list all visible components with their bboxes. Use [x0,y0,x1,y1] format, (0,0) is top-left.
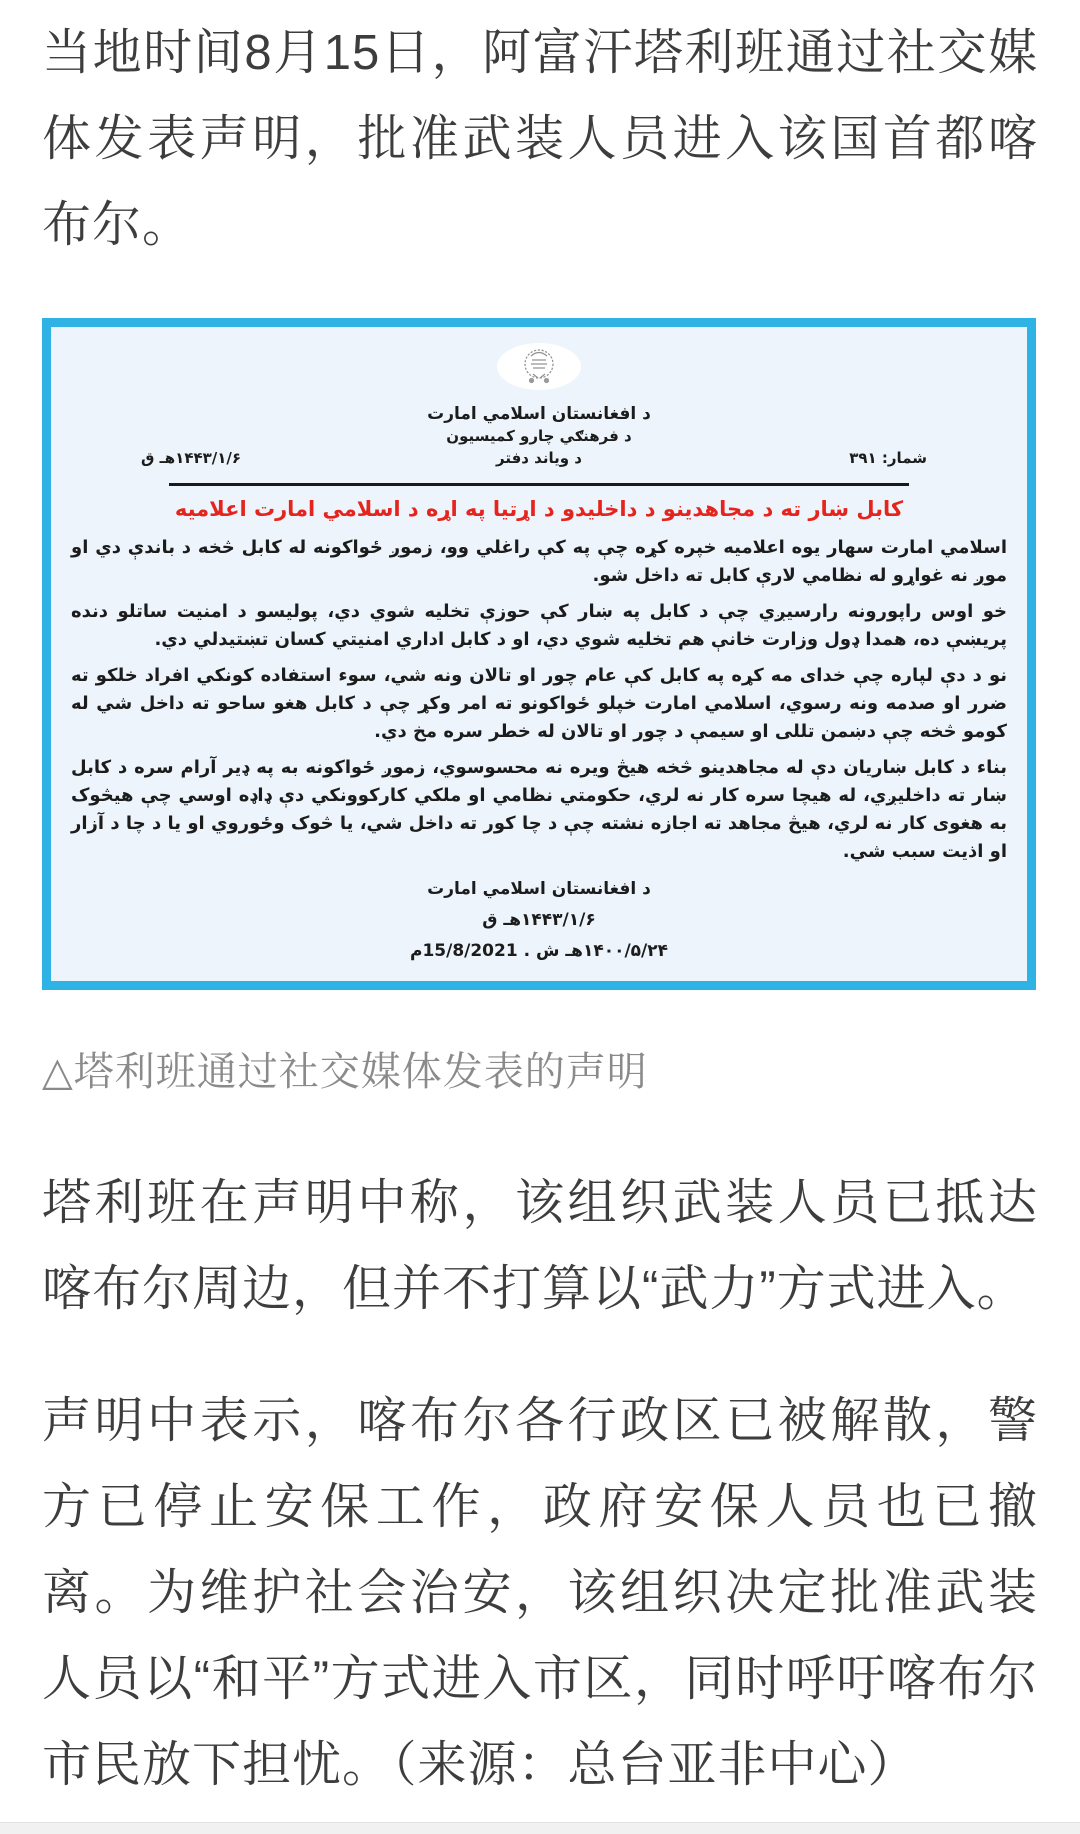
statement-title: کابل ښار ته د مجاهدینو د داخلیدو د اړتیا په اړه د اسلامي امارت اعلامیه [174,497,904,521]
statement-paragraph: بناء د کابل ښاریان دې له مجاهدینو څخه هیڅ ویره نه محسوسوي، زموږ ځواکونه به په ډیر آرام سره د کابل ښار ته داخلیږي، له هیچا سره کار نه لري، حکومتي نظامي او ملکي کارکوونکي دې ډاډه اوسي چې هیڅوک به هغوی کار نه لري، هیڅ مجاهد ته اجازه نشته چې د چا کور ته داخل شي، یا څوک وځوروي او یا د چا د آزار او اذیت سبب شي. [71,757,1007,862]
statement-date-hijri: ۱۴۴۳/۱/۶هـ ق [482,910,596,930]
statement-paragraph: اسلامي امارت سهار يوه اعلاميه خپره کړه چې په کې راغلي وو، زموږ ځواکونه له کابل څخه د باندې دي او موږ نه غواړو له نظامي لارې کابل ته داخل شو. [71,537,1007,586]
emblem-container [71,343,1007,390]
statement-document [42,318,1036,990]
statement-signature-block [71,874,1007,967]
emirate-seal-icon [497,343,581,390]
statement-signature: د افغانستان اسلامي امارت [427,879,651,899]
article-paragraph: 当地时间8月15日，阿富汗塔利班通过社交媒体发表声明，批准武装人员进入该国首都喀布尔。 [42,26,1038,252]
statement-org-line: د فرهنګي چارو کمیسیون [446,427,632,445]
section-divider [0,1822,1080,1834]
article-paragraph: 塔利班在声明中称，该组织武装人员已抵达喀布尔周边，但并不打算以“武力”方式进入。 [42,1176,1038,1316]
article-paragraph: 声明中表示，喀布尔各行政区已被解散，警方已停止安保工作，政府安保人员也已撤离。为维护社会治安，该组织决定批准武装人员以“和平”方式进入市区，同时呼吁喀布尔市民放下担忧。（来源：总台亚非中心） [42,1394,1038,1792]
statement-paragraph: نو د دې لپاره چې خدای مه کړه په کابل کې عام چور او تالان ونه شي، سوء استفاده کونکي افراد خلکو ته ضرر او صدمه ونه رسوي، اسلامي امارت خپلو ځواکونو ته امر وکړ چې د کابل هغو ساحو ته داخل شي له کومو څخه چې دښمن تللی او سیمې د چور او تالان له خطر سره مخ دي. [71,665,1007,742]
statement-paragraph: خو اوس راپورونه رارسیږي چې د کابل په ښار کې حوزې تخلیه شوي دي، پولیسو د امنیت ساتلو دنده پریښې ده، همدا ډول وزارت خانې هم تخلیه شوي دي، او د کابل اداري امنیتي کسان تښتیدلي دي. [71,601,1007,650]
statement-body [71,534,1007,866]
image-caption: △塔利班通过社交媒体发表的声明 [42,1050,648,1094]
statement-date-solar: ۱۴۰۰/۵/۲۴هـ ش . 15/8/2021م [409,941,669,961]
statement-org-block [427,402,651,469]
statement-header [71,402,1007,469]
statement-image[interactable] [42,318,1038,990]
statement-org-line: د افغانستان اسلامي امارت [427,404,651,424]
statement-divider-rule [169,483,908,486]
statement-org-line: د وياند دفتر [495,449,582,467]
statement-header-date: ۱۴۴۳/۱/۶هـ ق [141,449,242,467]
statement-serial-number: شمار: ۳۹۱ [849,449,927,467]
